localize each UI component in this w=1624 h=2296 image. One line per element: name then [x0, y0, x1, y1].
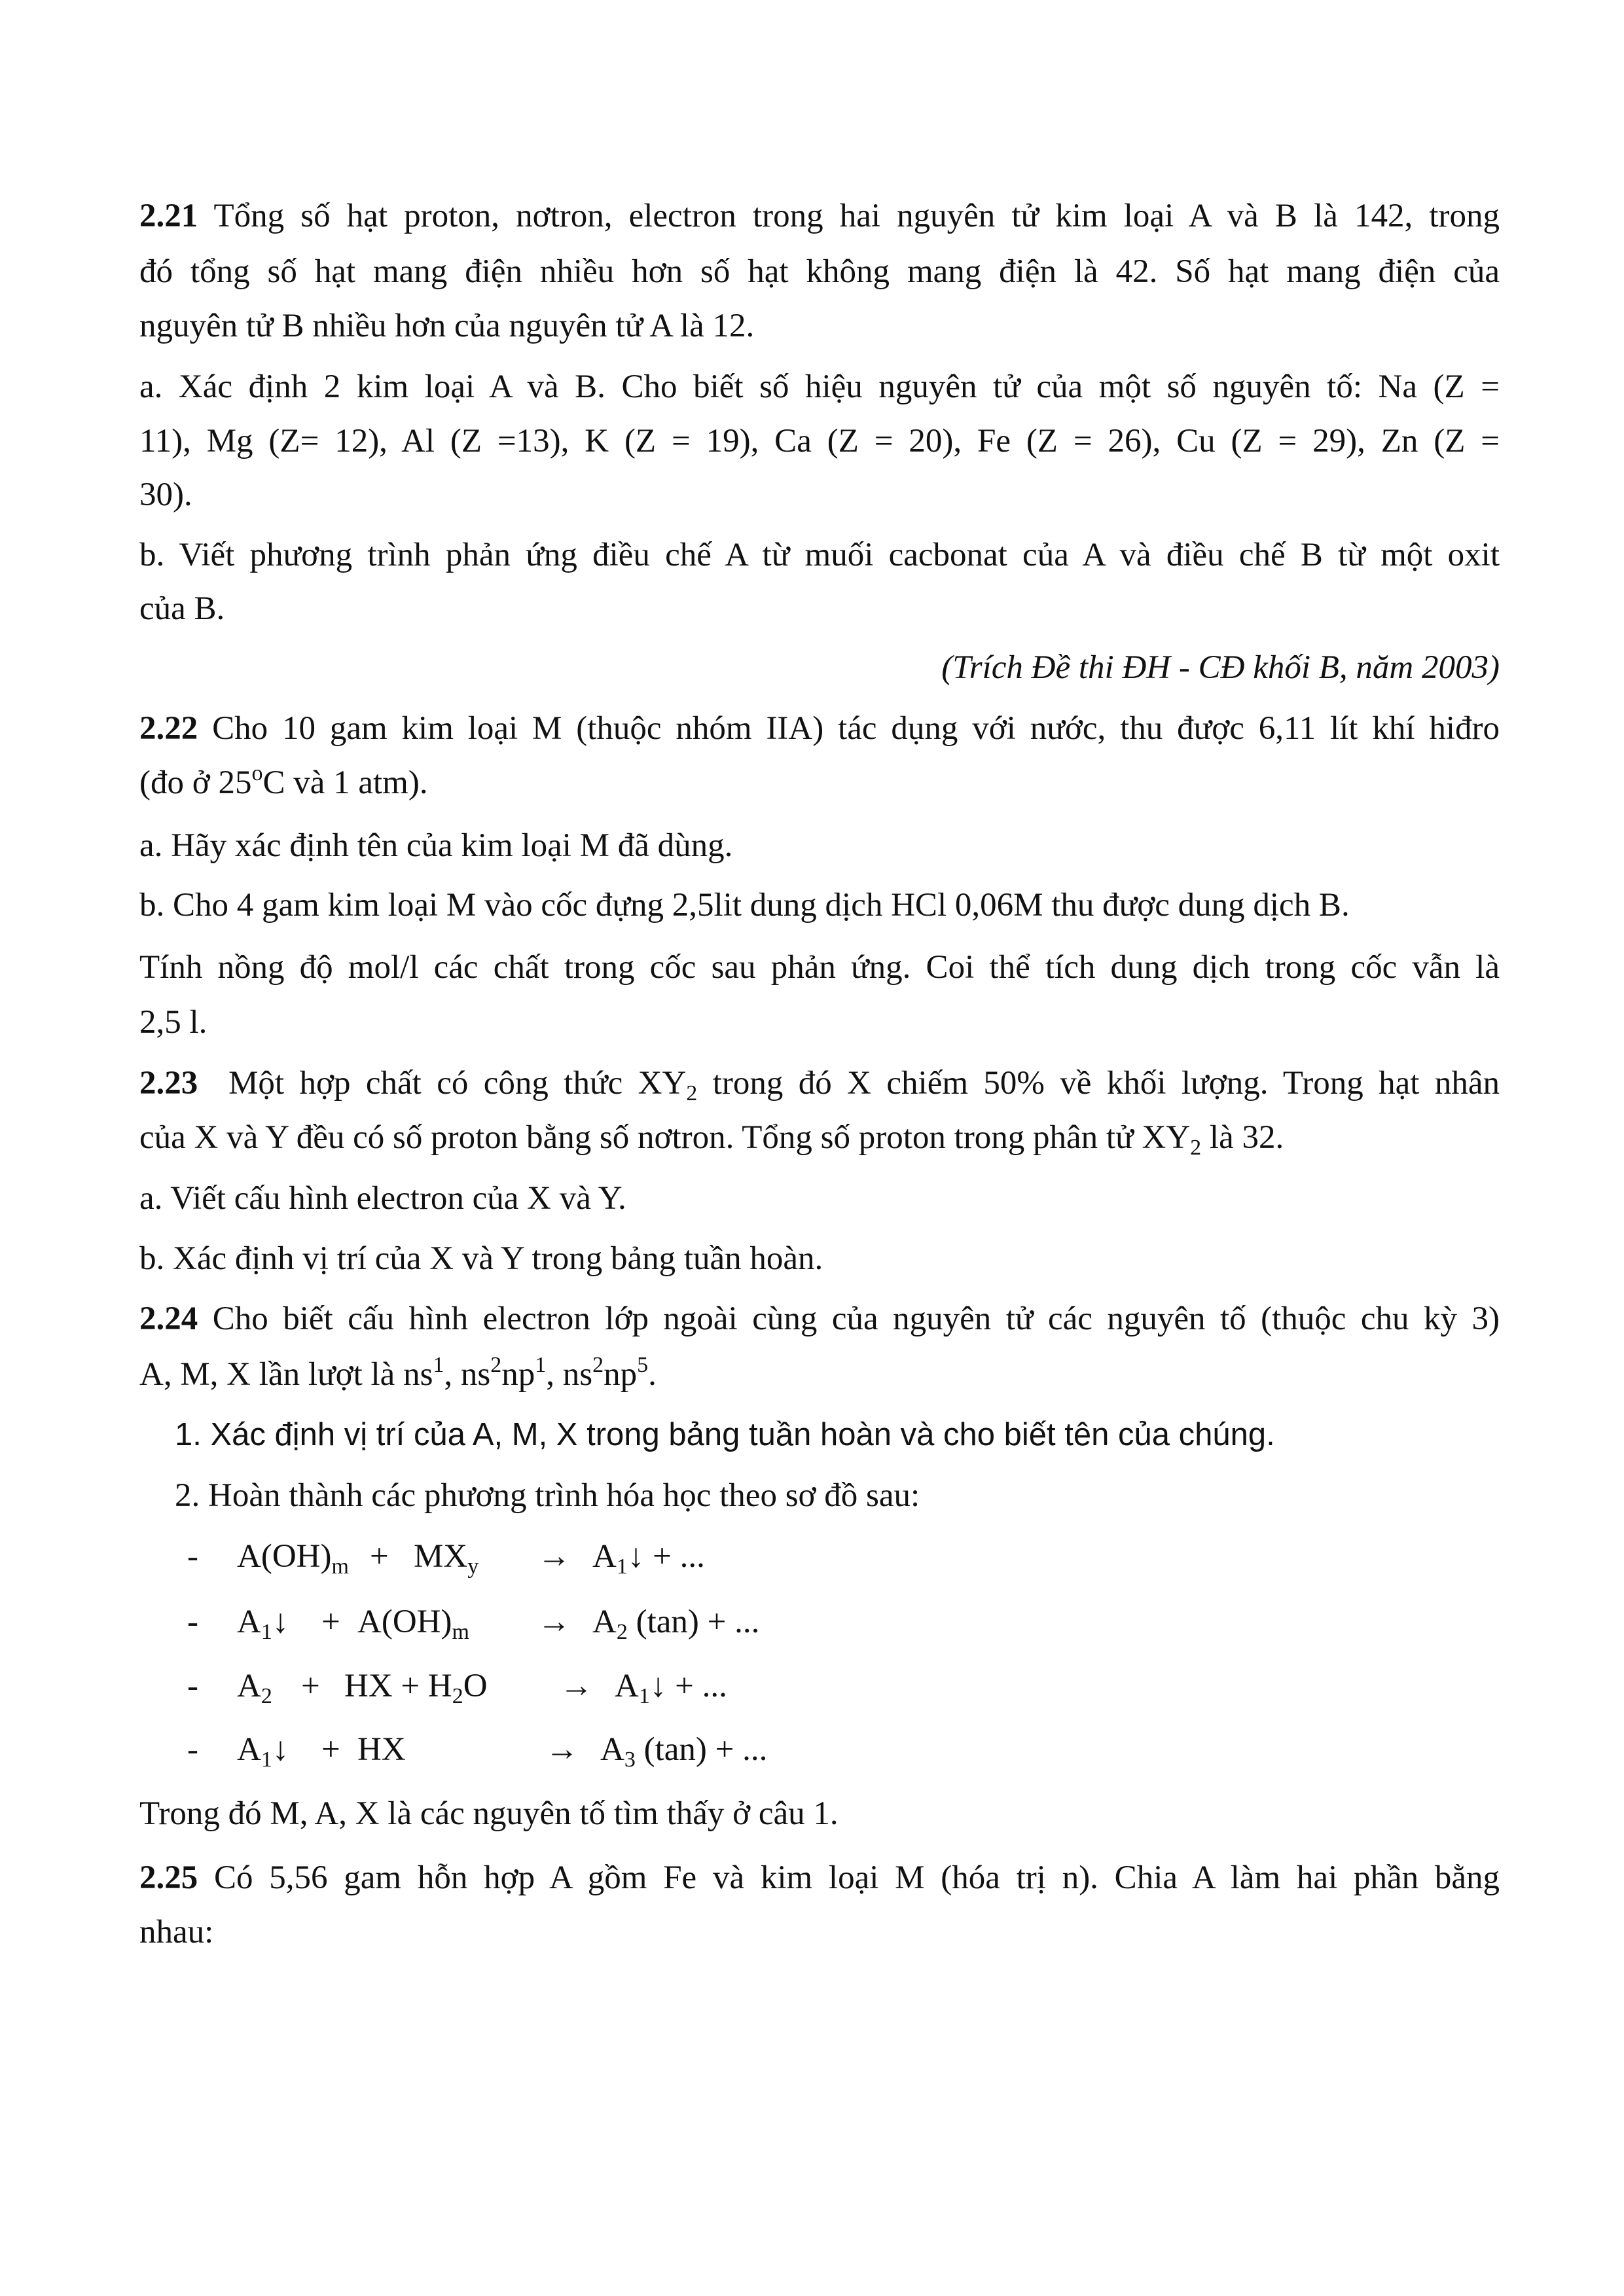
eq-rhs: $A_1↓$ + ... — [592, 1538, 705, 1579]
problem-2-21-part-b-1: b. Viết phương trình phản ứng điều chế A từ muối cacbonat của A và điều chế B từ một oxit — [139, 537, 1500, 573]
eq-op: + — [301, 1668, 320, 1704]
eq-op: + — [370, 1538, 389, 1575]
problem-2-23-part-a: a. Viết cấu hình electron của X và Y. — [139, 1180, 626, 1217]
problem-2-21-part-a-1: a. Xác định 2 kim loại A và B. Cho biết số hiệu nguyên tử của một số nguyên tố: Na (Z = — [139, 368, 1500, 405]
problem-2-21-line-2: đó tổng số hạt mang điện nhiều hơn số hạt không mang điện là 42. Số hạt mang điện của — [139, 253, 1500, 290]
problem-2-23-line-1: 2.23 Một hợp chất có công thức $XY_2$ trong đó X chiếm 50% về khối lượng. Trong hạt nhân — [139, 1065, 1500, 1105]
problem-2-23-line-2: của X và Y đều có số proton bằng số nơtron. Tổng số proton trong phân tử $XY_2$ là 32. — [139, 1119, 1284, 1160]
problem-2-24-item-2: 2. Hoàn thành các phương trình hóa học theo sơ đồ sau: — [175, 1477, 920, 1514]
eq-op: + — [321, 1731, 340, 1768]
eq-lhs-a: $A(OH)_m$ — [237, 1538, 349, 1579]
eq-arrow: → — [560, 1668, 593, 1704]
problem-2-25-line-2: nhau: — [139, 1914, 214, 1950]
problem-2-24-line-2: A, M, X lần lượt là $ns^1$, $ns^2np^1$, $ns^2np^5$. — [139, 1353, 657, 1393]
problem-2-22-cont-2: 2,5 l. — [139, 1004, 208, 1041]
eq-rhs: $A_3$ (tan) + ... — [600, 1731, 768, 1772]
problem-2-22-part-b: b. Cho 4 gam kim loại M vào cốc đựng 2,5lit dung dịch HCl 0,06M thu được dung dịch B. — [139, 887, 1350, 924]
eq-lhs-a: $A_2$ — [237, 1668, 272, 1708]
eq-lhs-b: $MX_y$ — [414, 1538, 479, 1579]
problem-2-23-part-b: b. Xác định vị trí của X và Y trong bảng tuần hoàn. — [139, 1240, 823, 1277]
eq-dash: - — [187, 1731, 198, 1768]
problem-2-22-part-a: a. Hãy xác định tên của kim loại M đã dùng. — [139, 827, 733, 864]
eq-lhs-a: $A_1↓$ — [237, 1604, 289, 1644]
eq-lhs-b: HX + $H_2O$ — [344, 1668, 488, 1708]
eq-arrow: → — [537, 1538, 571, 1575]
eq-op: + — [321, 1604, 340, 1640]
eq-arrow: → — [545, 1731, 579, 1768]
eq-lhs-b: HX — [357, 1731, 406, 1768]
problem-2-21-line-1: 2.21 Tổng số hạt proton, nơtron, electron trong hai nguyên tử kim loại A và B là 142, trong — [139, 198, 1500, 234]
eq-dash: - — [187, 1668, 198, 1704]
problem-2-22-cont-1: Tính nồng độ mol/l các chất trong cốc sau phản ứng. Coi thể tích dung dịch trong cốc vẫn là — [139, 949, 1500, 986]
eq-lhs-b: $A(OH)_m$ — [357, 1604, 469, 1644]
eq-rhs: $A_2$ (tan) + ... — [592, 1604, 760, 1644]
problem-2-22-line-2: (đo ở 25$^o$C và 1 atm). — [139, 761, 428, 801]
eq-rhs: $A_1↓$ + ... — [615, 1668, 727, 1708]
eq-arrow: → — [537, 1604, 571, 1640]
eq-dash: - — [187, 1604, 198, 1640]
problem-2-21-source: (Trích Đề thi ĐH - CĐ khối B, năm 2003) — [941, 649, 1500, 686]
problem-2-21-line-3: nguyên tử B nhiều hơn của nguyên tử A là 12. — [139, 308, 755, 344]
problem-2-24-line-1: 2.24 Cho biết cấu hình electron lớp ngoài cùng của nguyên tử các nguyên tố (thuộc chu kỳ 3) — [139, 1300, 1500, 1337]
problem-2-22-line-1: 2.22 Cho 10 gam kim loại M (thuộc nhóm IIA) tác dụng với nước, thu được 6,11 lít khí hiđro — [139, 710, 1500, 747]
eq-lhs-a: $A_1↓$ — [237, 1731, 289, 1772]
problem-2-21-part-a-3: 30). — [139, 476, 192, 513]
problem-2-25-line-1: 2.25 Có 5,56 gam hỗn hợp A gồm Fe và kim loại M (hóa trị n). Chia A làm hai phần bằng — [139, 1859, 1500, 1896]
problem-2-24-note: Trong đó M, A, X là các nguyên tố tìm thấy ở câu 1. — [139, 1795, 839, 1832]
eq-dash: - — [187, 1538, 198, 1575]
problem-2-21-part-a-2: 11), Mg (Z= 12), Al (Z =13), K (Z = 19), Ca (Z = 20), Fe (Z = 26), Cu (Z = 29), Zn (Z = — [139, 423, 1500, 459]
problem-2-21-part-b-2: của B. — [139, 590, 225, 627]
problem-2-24-item-1: 1. Xác định vị trí của A, M, X trong bảng tuần hoàn và cho biết tên của chúng. — [175, 1417, 1275, 1452]
